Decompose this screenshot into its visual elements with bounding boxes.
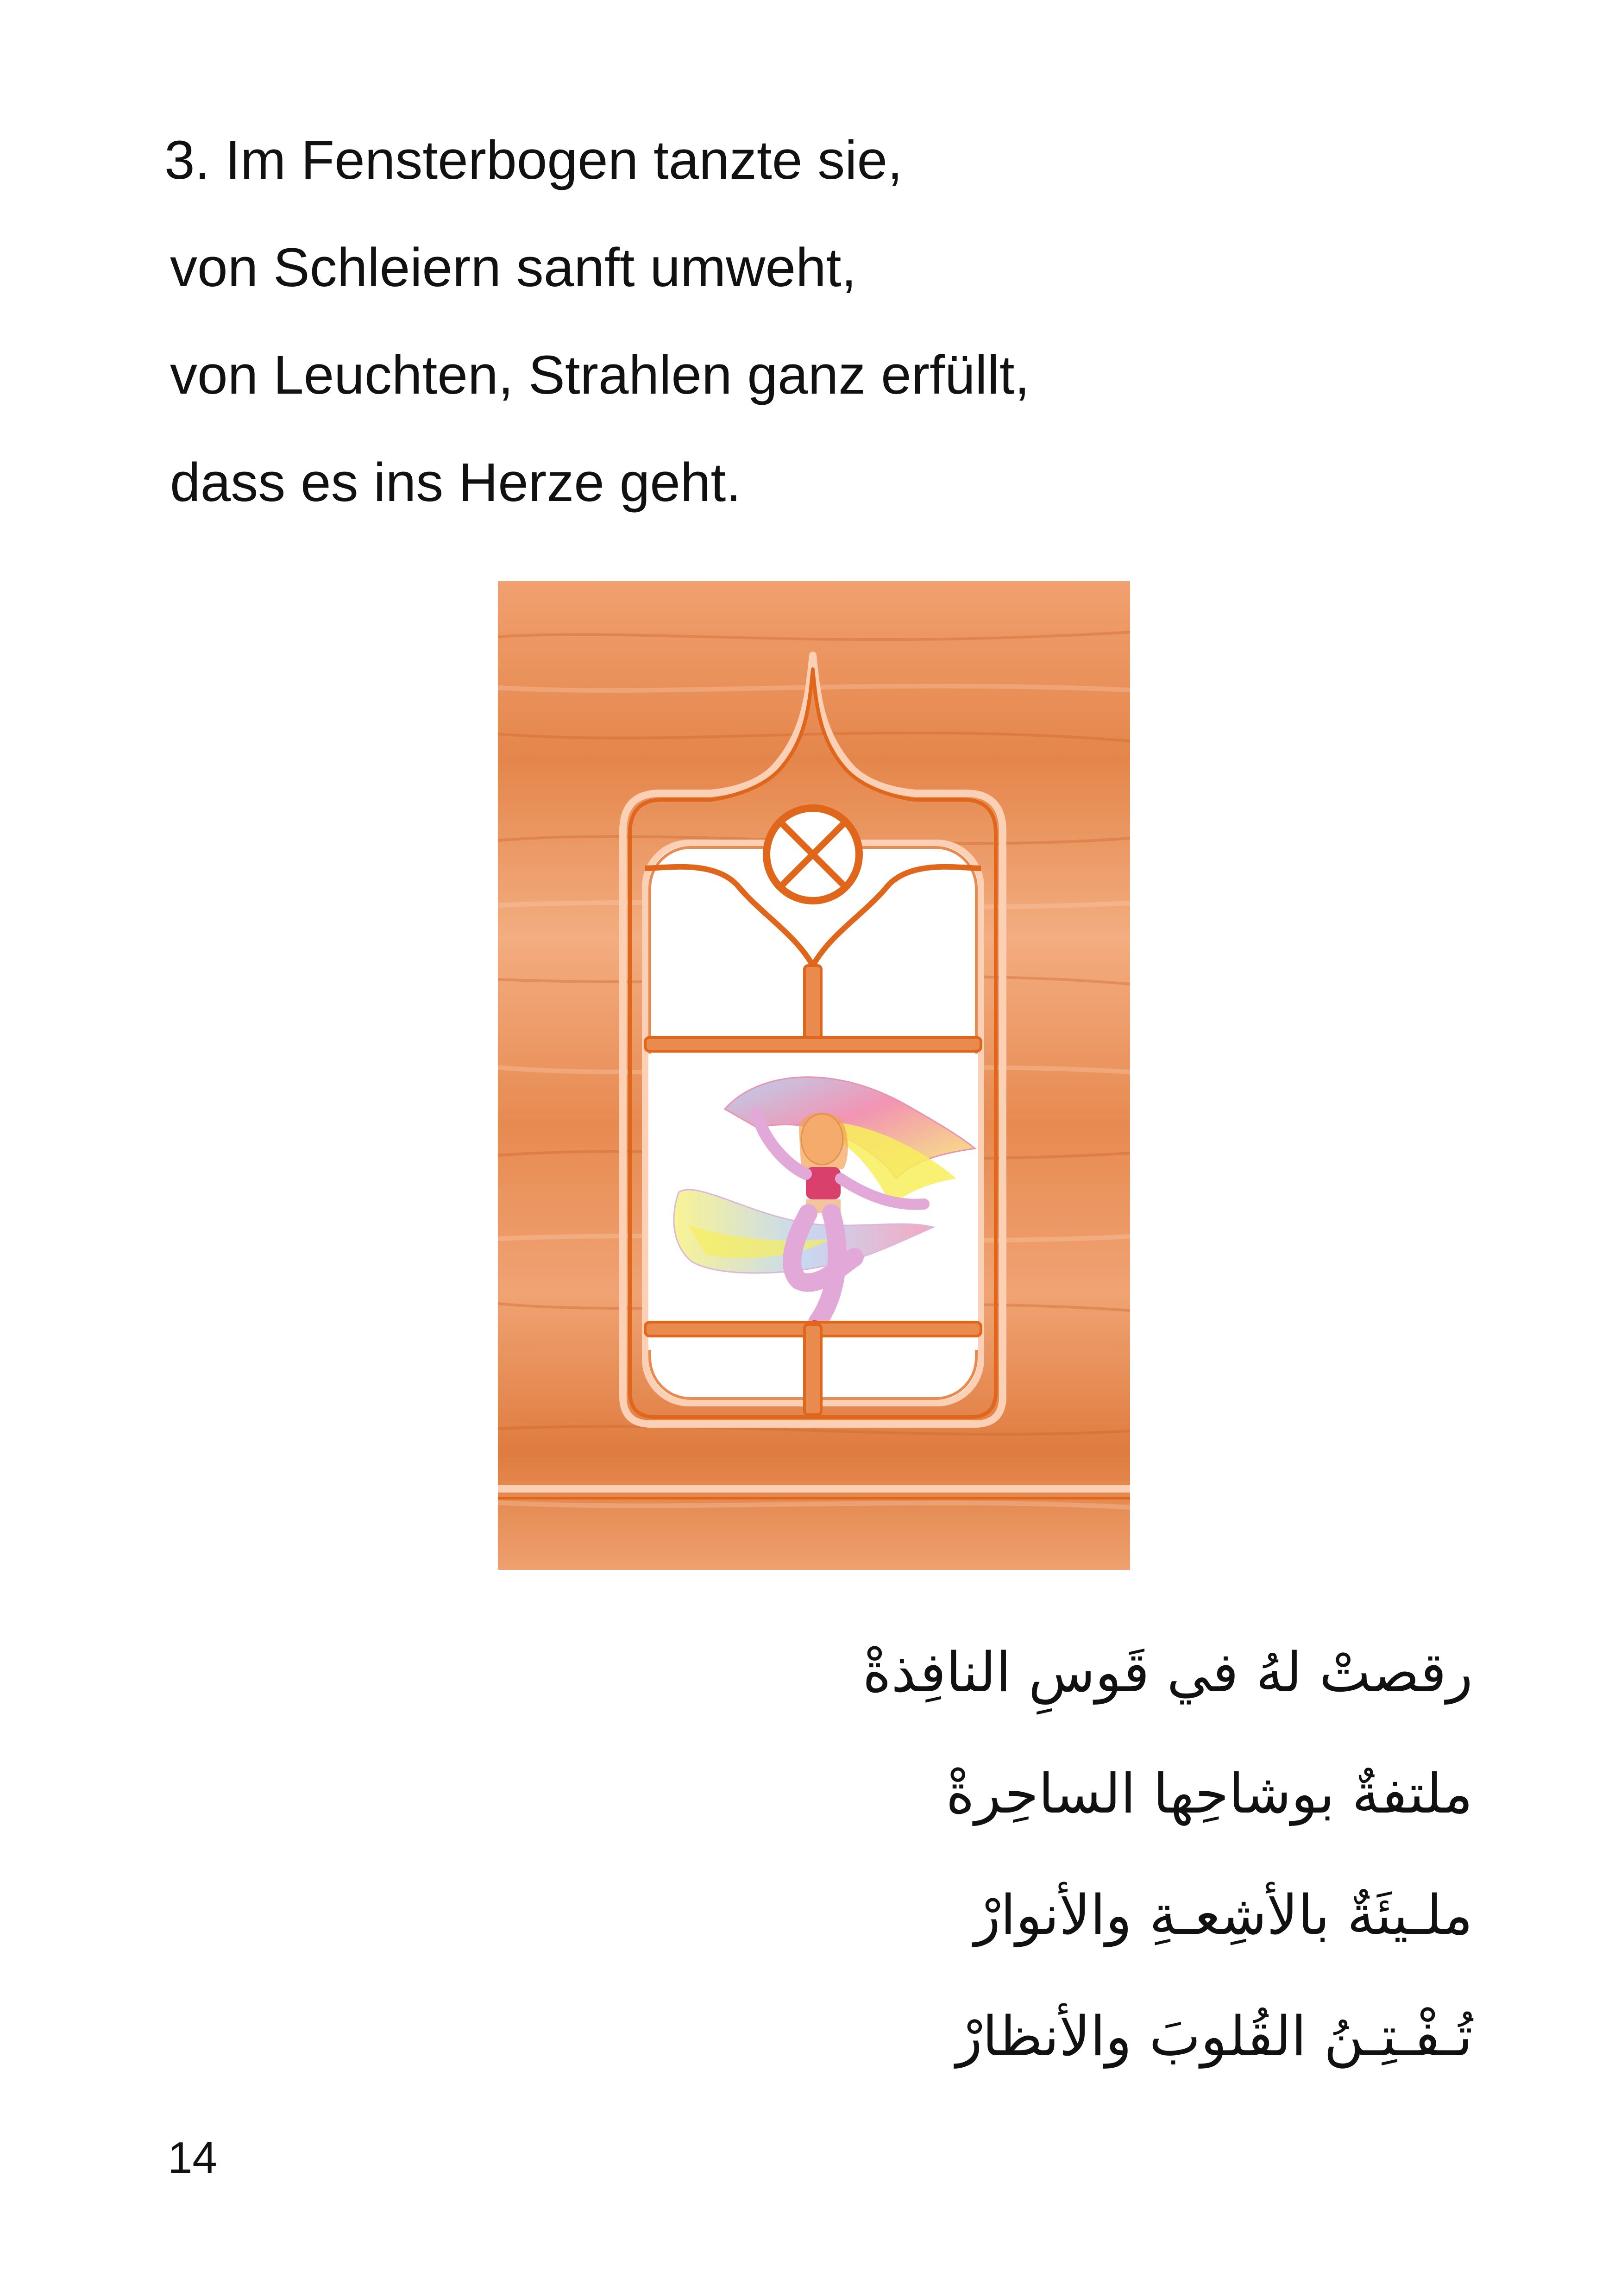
german-line-4: dass es ins Herze geht. (170, 452, 741, 513)
german-line-1: 3. Im Fensterbogen tanzte sie, (164, 130, 903, 191)
dancer-with-veils-in-window-icon (498, 581, 1130, 1570)
arabic-stanza (732, 1612, 1473, 2097)
arabic-line-2: ملتفةٌ بوشاحِها الساحِرةْ (946, 1762, 1473, 1826)
page-number: 14 (168, 2133, 217, 2183)
arabic-line-4: تُـفْـتِـنُ القُلوبَ والأنظارْ (956, 2004, 1473, 2068)
arabic-line-1: رقصتْ لهُ في قَوسِ النافِذةْ (862, 1640, 1473, 1704)
german-line-2: von Schleiern sanft umweht, (170, 237, 857, 298)
arabic-line-3: ملـيئَةٌ بالأشِعـةِ والأنوارْ (974, 1883, 1473, 1947)
german-line-3: von Leuchten, Strahlen ganz erfüllt, (170, 345, 1030, 406)
german-stanza (164, 107, 1508, 536)
window-illustration (498, 581, 1130, 1570)
